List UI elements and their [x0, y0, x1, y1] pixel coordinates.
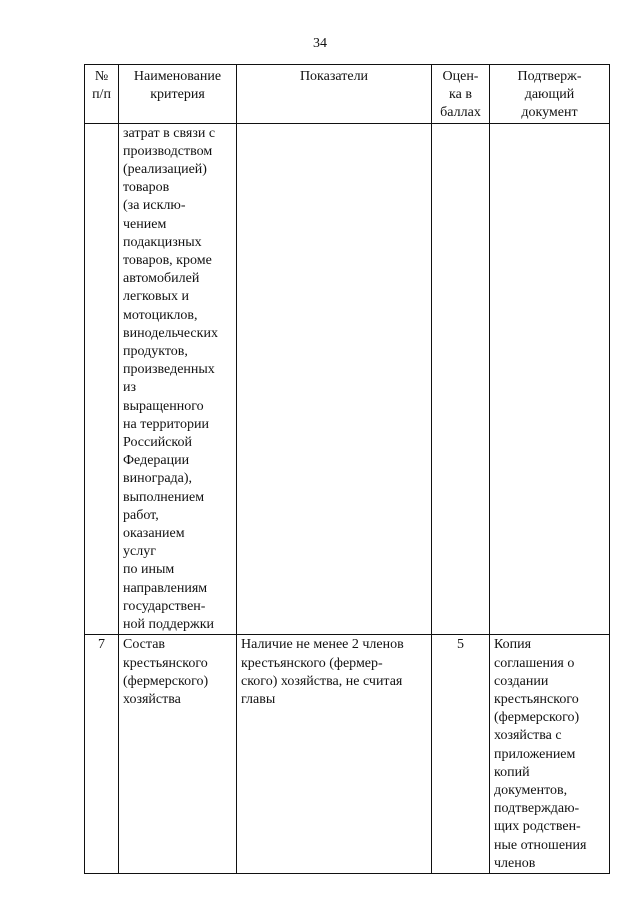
header-confirming-document: Подтверж- дающий документ [490, 65, 610, 124]
page-number: 34 [313, 36, 327, 51]
cell-num [85, 123, 119, 635]
header-score: Оцен- ка в баллах [432, 65, 490, 124]
cell-indicators [237, 123, 432, 635]
table-row-7 [85, 635, 610, 874]
cell-criterion-name: Состав крестьянского (фермерского) хозяйства [119, 635, 237, 874]
cell-score [432, 123, 490, 635]
criteria-table [84, 64, 610, 874]
cell-confirming-document: Копия соглашения о создании крестьянского (фермерского) хозяйства с приложением копий документов, подтверждаю- щих родствен- ные отношения членов [490, 635, 610, 874]
cell-indicators: Наличие не менее 2 членов крестьянского (фермер- ского) хозяйства, не считая главы [237, 635, 432, 874]
table-row-continuation [85, 123, 610, 635]
header-indicators: Показатели [237, 65, 432, 124]
table-header-row [85, 65, 610, 124]
cell-criterion-name: затрат в связи с производством (реализацией) товаров (за исклю- чением подакцизных товаров, кроме автомобилей легковых и мотоциклов, винодельческих продуктов, произведенных из выращенного на территории Российской Федерации винограда), выполнением работ, оказанием услуг по иным направлениям государствен- ной поддержки [119, 123, 237, 635]
header-num: № п/п [85, 65, 119, 124]
cell-confirming-document [490, 123, 610, 635]
cell-num: 7 [85, 635, 119, 874]
cell-score: 5 [432, 635, 490, 874]
header-criterion-name: Наименование критерия [119, 65, 237, 124]
